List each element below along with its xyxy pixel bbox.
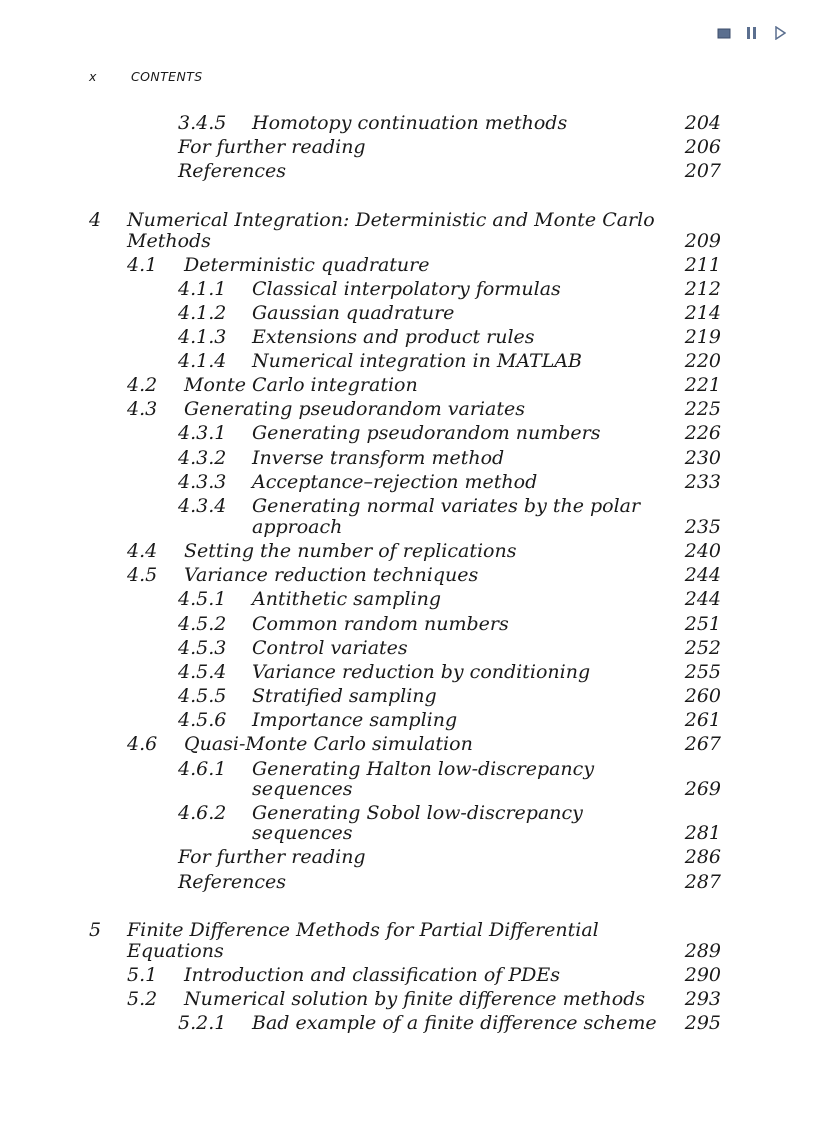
toc-entry-number: 4.6.2 xyxy=(178,802,227,824)
toc-page-number: 252 xyxy=(684,637,721,659)
toc-entry-number: 4.6.1 xyxy=(178,758,227,780)
toc-entry-title: Generating Sobol low-discrepancy xyxy=(252,802,583,824)
toc-page-number: 289 xyxy=(684,940,721,962)
toc-entry[interactable] xyxy=(127,373,418,397)
running-title: CONTENTS xyxy=(131,69,203,84)
toc-entry-title: Generating pseudorandom variates xyxy=(184,398,525,420)
toc-page-number: 233 xyxy=(684,471,721,493)
toc-page-number: 235 xyxy=(684,516,721,538)
toc-page-number: 260 xyxy=(684,685,721,707)
toc-entry-number: 4.5.3 xyxy=(178,637,227,659)
toc-entry[interactable] xyxy=(127,732,473,756)
toc-entry[interactable] xyxy=(178,636,408,660)
toc-page-number: 212 xyxy=(684,278,721,300)
toc-chapter-title: Numerical Integration: Deterministic and Monte Carlo xyxy=(127,209,655,231)
toc-entry[interactable] xyxy=(178,684,437,708)
toc-chapter-title: Finite Difference Methods for Partial Differential xyxy=(127,919,599,941)
toc-entry-number: 4.3 xyxy=(127,398,158,420)
toc-page-number: 251 xyxy=(684,613,721,635)
toc-entry-title: Quasi-Monte Carlo simulation xyxy=(184,733,473,755)
toc-page-number: 221 xyxy=(684,374,721,396)
toc-entry-title: Setting the number of replications xyxy=(184,540,517,562)
toc-entry-title: Acceptance–rejection method xyxy=(252,471,538,493)
toc-entry-title: Numerical solution by finite difference methods xyxy=(184,988,646,1010)
toc-entry-title: Homotopy continuation methods xyxy=(252,112,568,134)
toc-page-number: 206 xyxy=(684,136,721,158)
toc-entry[interactable] xyxy=(127,963,560,987)
toc-entry-number: 4.1.3 xyxy=(178,326,227,348)
page-folio: x xyxy=(89,69,97,84)
toc-entry-title: Introduction and classification of PDEs xyxy=(184,964,560,986)
toc-entry[interactable] xyxy=(127,539,516,563)
toc-page-number: 267 xyxy=(684,733,721,755)
toc-entry-title: References xyxy=(178,160,287,182)
toc-page-number: 281 xyxy=(684,822,721,844)
toc-entry[interactable] xyxy=(127,397,525,421)
toc-entry-number: 3.4.5 xyxy=(178,112,227,134)
toc-entry[interactable] xyxy=(178,159,286,183)
toc-entry-number: 4.1.4 xyxy=(178,350,227,372)
toc-page-number: 295 xyxy=(684,1012,721,1034)
toc-page-number: 220 xyxy=(684,350,721,372)
toc-entry[interactable] xyxy=(178,277,561,301)
toc-entry[interactable] xyxy=(178,446,504,470)
toc-entry[interactable] xyxy=(127,987,645,1011)
toc-entry-number: 4.1.2 xyxy=(178,302,227,324)
toc-page-number: 211 xyxy=(684,254,721,276)
toc-entry-number: 4.5.6 xyxy=(178,709,227,731)
toc-entry-title: Control variates xyxy=(252,637,408,659)
toc-entry-number: 5.2 xyxy=(127,988,158,1010)
toc-entry-number: 4.4 xyxy=(127,540,158,562)
toc-page-number: 293 xyxy=(684,988,721,1010)
toc-page-number: 261 xyxy=(684,709,721,731)
toc-entry[interactable] xyxy=(178,612,509,636)
toc-entry-number: 4.5.2 xyxy=(178,613,227,635)
toc-entry-number: 5.1 xyxy=(127,964,158,986)
toc-entry-title: Gaussian quadrature xyxy=(252,302,455,324)
toc-page-number: 219 xyxy=(684,326,721,348)
toc-chapter-title-continued: Methods xyxy=(127,230,211,252)
toc-entry-title: Monte Carlo integration xyxy=(184,374,418,396)
toc-entry[interactable] xyxy=(178,757,594,781)
toc-page-number: 255 xyxy=(684,661,721,683)
toc-entry[interactable] xyxy=(178,470,537,494)
toc-page-number: 244 xyxy=(684,588,721,610)
toc-entry-title: Classical interpolatory formulas xyxy=(252,278,561,300)
toc-page-number: 209 xyxy=(684,230,721,252)
toc-entry-number: 4.3.2 xyxy=(178,447,227,469)
toc-entry-number: 4.1.1 xyxy=(178,278,227,300)
toc-entry-title: Stratified sampling xyxy=(252,685,437,707)
toc-entry-title: Variance reduction by conditioning xyxy=(252,661,591,683)
toc-entry-title: Antithetic sampling xyxy=(252,588,441,610)
toc-entry-title: Common random numbers xyxy=(252,613,509,635)
toc-entry-title: Variance reduction techniques xyxy=(184,564,479,586)
toc-entry-title: Importance sampling xyxy=(252,709,458,731)
toc-chapter-title-continued: Equations xyxy=(127,940,224,962)
toc-entry-title: Deterministic quadrature xyxy=(184,254,430,276)
toc-page-number: 204 xyxy=(684,112,721,134)
toc-page-number: 286 xyxy=(684,846,721,868)
toc-entry[interactable] xyxy=(178,870,286,894)
toc-entry-title: Generating pseudorandom numbers xyxy=(252,422,601,444)
toc-entry-number: 4.2 xyxy=(127,374,158,396)
toc-entry[interactable] xyxy=(178,301,454,325)
toc-entry-title: Inverse transform method xyxy=(252,447,505,469)
toc-page-number: 244 xyxy=(684,564,721,586)
toc-entry-number: 4.1 xyxy=(127,254,158,276)
toc-entry-title: Extensions and product rules xyxy=(252,326,535,348)
toc-entry-title: Generating Halton low-discrepancy xyxy=(252,758,595,780)
toc-entry[interactable] xyxy=(178,708,457,732)
toc-entry-number: 4.3.1 xyxy=(178,422,227,444)
toc-entry[interactable] xyxy=(178,660,590,684)
toc-entry[interactable] xyxy=(178,111,567,135)
toc-entry[interactable] xyxy=(178,135,366,159)
toc-page-number: 269 xyxy=(684,778,721,800)
toc-entry[interactable] xyxy=(127,563,478,587)
toc-entry[interactable] xyxy=(178,494,640,518)
toc-entry-title: For further reading xyxy=(178,846,366,868)
toc-entry[interactable] xyxy=(178,421,601,445)
toc-entry-title-continued: sequences xyxy=(252,822,353,844)
toc-page-number: 207 xyxy=(684,160,721,182)
toc-entry-title: Bad example of a finite difference scheme xyxy=(252,1012,657,1034)
toc-entry-number: 4.3.4 xyxy=(178,495,227,517)
toc-entry[interactable] xyxy=(178,349,582,373)
toc-chapter-number: 5 xyxy=(89,919,102,941)
toc-entry[interactable] xyxy=(178,325,535,349)
toc-page-number: 226 xyxy=(684,422,721,444)
toc-entry-number: 4.5 xyxy=(127,564,158,586)
toc-entry-title-continued: sequences xyxy=(252,778,353,800)
toc-entry[interactable] xyxy=(127,253,430,277)
toc-entry[interactable] xyxy=(178,1011,657,1035)
toc-entry-number: 4.5.4 xyxy=(178,661,227,683)
toc-page-number: 230 xyxy=(684,447,721,469)
toc-entry-number: 4.5.5 xyxy=(178,685,227,707)
toc-page-number: 225 xyxy=(684,398,721,420)
toc-page-number: 240 xyxy=(684,540,721,562)
toc-entry-title: References xyxy=(178,871,287,893)
toc-entry[interactable] xyxy=(178,587,441,611)
toc-entry[interactable] xyxy=(178,801,583,825)
toc-page-number: 287 xyxy=(684,871,721,893)
toc-entry-title: Numerical integration in MATLAB xyxy=(252,350,583,372)
toc-entry-number: 5.2.1 xyxy=(178,1012,227,1034)
toc-entry-title: Generating normal variates by the polar xyxy=(252,495,641,517)
toc-entry-number: 4.5.1 xyxy=(178,588,227,610)
toc-entry-title: For further reading xyxy=(178,136,366,158)
toc-entry-number: 4.6 xyxy=(127,733,158,755)
toc-entry-title-continued: approach xyxy=(252,516,343,538)
toc-entry[interactable] xyxy=(178,845,366,869)
toc-chapter-number: 4 xyxy=(89,209,102,231)
toc-page-number: 214 xyxy=(684,302,721,324)
toc-page-number: 290 xyxy=(684,964,721,986)
toc-entry-number: 4.3.3 xyxy=(178,471,227,493)
